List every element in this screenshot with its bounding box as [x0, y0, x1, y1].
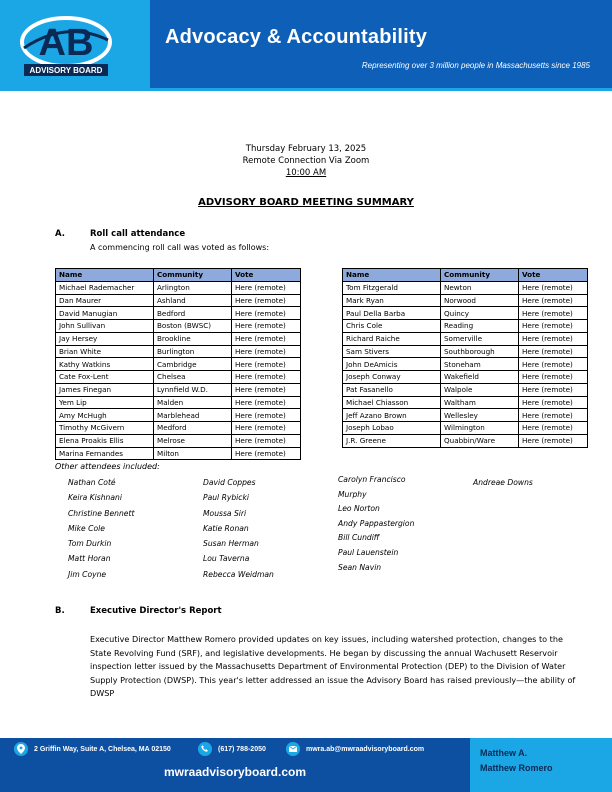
attendee-name: Moussa Siri	[203, 508, 247, 518]
section-a-intro: A commencing roll call was voted as follows:	[90, 243, 270, 252]
header-subtitle: Representing over 3 million people in Massachusetts since 1985	[361, 61, 590, 70]
footer-website-link[interactable]: mwraadvisoryboard.com	[163, 765, 307, 779]
member-vote: Here (remote)	[232, 358, 301, 371]
column-header-community: Community	[441, 269, 519, 282]
member-name: Cate Fox-Lent	[56, 371, 154, 384]
section-a-letter: A.	[55, 229, 65, 239]
logo-caption: ADVISORY BOARD	[29, 66, 103, 75]
attendee-name: Nathan Coté	[68, 478, 116, 487]
table-row	[56, 345, 301, 358]
executive-director-report-text: Executive Director Matthew Romero provided updates on key issues, including watershed protection, changes to the State Revolving Fund (SRF), and legislative developments. He began by discussing the annual Wachusett Reservoir inspection letter issued by the Massachusetts Department of Environmental Protection (DEP) to the Division of Water Supply Protection (DWSP). This year's letter addressed an issue the Advisory Board has raised previously—the ability of DWSP	[90, 634, 576, 699]
footer-phone[interactable]	[198, 742, 266, 756]
meeting-time: 10:00 AM	[285, 168, 327, 178]
member-community: Wellesley	[441, 409, 519, 422]
header-stripe	[0, 88, 612, 91]
attendee-name: Jim Coyne	[68, 569, 107, 579]
email-icon	[286, 742, 300, 756]
member-vote: Here (remote)	[519, 332, 588, 345]
attendee-name: Paul Rybicki	[203, 493, 249, 503]
member-community: Marblehead	[154, 409, 232, 422]
table-row	[56, 358, 301, 371]
member-vote: Here (remote)	[519, 422, 588, 435]
attendee-name: Sean Navin	[338, 562, 382, 572]
member-name: Michael Rademacher	[56, 281, 154, 294]
table-row	[56, 383, 301, 396]
table-row	[56, 371, 301, 384]
attendee-name: Andreae Downs	[473, 478, 533, 487]
header-title: Advocacy & Accountability	[165, 26, 428, 48]
attendees-column-2	[203, 475, 274, 582]
member-community: Stoneham	[441, 358, 519, 371]
table-row	[343, 422, 588, 435]
member-vote: Here (remote)	[519, 320, 588, 333]
member-community: Waltham	[441, 396, 519, 409]
table-row	[56, 294, 301, 307]
attendee-name: Mike Cole	[68, 523, 105, 533]
table-row	[343, 307, 588, 320]
member-community: Wakefield	[441, 371, 519, 384]
member-community: Ashland	[154, 294, 232, 307]
member-community: Quabbin/Ware	[441, 434, 519, 447]
section-a-title: Roll call attendance	[90, 229, 186, 239]
attendee-name: Rebecca Weidman	[203, 569, 274, 579]
member-name: Amy McHugh	[56, 409, 154, 422]
member-vote: Here (remote)	[232, 434, 301, 447]
member-vote: Here (remote)	[232, 294, 301, 307]
member-community: Milton	[154, 447, 232, 460]
attendee-name: Tom Durkin	[68, 539, 112, 549]
table-row	[343, 409, 588, 422]
table-row	[343, 281, 588, 294]
column-header-vote: Vote	[519, 269, 588, 282]
attendees-column-1	[68, 475, 134, 582]
member-name: Tom Fitzgerald	[343, 281, 441, 294]
member-vote: Here (remote)	[519, 371, 588, 384]
table-row	[343, 320, 588, 333]
footer-address	[14, 742, 171, 756]
attendee-name: Andy Pappastergion	[338, 518, 415, 528]
member-community: Melrose	[154, 434, 232, 447]
attendee-name: Lou Taverna	[203, 554, 250, 564]
member-community: Quincy	[441, 307, 519, 320]
column-header-community: Community	[154, 269, 232, 282]
table-row	[343, 358, 588, 371]
member-name: Sam Stivers	[343, 345, 441, 358]
member-name: John Sullivan	[56, 320, 154, 333]
member-community: Reading	[441, 320, 519, 333]
member-community: Malden	[154, 396, 232, 409]
table-row	[56, 434, 301, 447]
member-community: Boston (BWSC)	[154, 320, 232, 333]
attendee-name: Katie Ronan	[203, 523, 249, 533]
attendee-name: David Coppes	[203, 478, 256, 487]
member-name: Marina Fernandes	[56, 447, 154, 460]
member-vote: Here (remote)	[519, 307, 588, 320]
member-vote: Here (remote)	[232, 320, 301, 333]
member-vote: Here (remote)	[232, 383, 301, 396]
member-name: Brian White	[56, 345, 154, 358]
location-pin-icon	[14, 742, 28, 756]
document-title: ADVISORY BOARD MEETING SUMMARY	[198, 197, 414, 208]
member-vote: Here (remote)	[519, 383, 588, 396]
member-vote: Here (remote)	[519, 396, 588, 409]
attendee-name: Keira Kishnani	[68, 493, 122, 503]
member-name: Pat Fasanello	[343, 383, 441, 396]
member-vote: Here (remote)	[519, 358, 588, 371]
meeting-info	[0, 143, 612, 179]
meeting-location: Remote Connection Via Zoom	[242, 156, 370, 166]
footer-email-text: mwra.ab@mwraadvisoryboard.com	[306, 745, 425, 753]
member-community: Norwood	[441, 294, 519, 307]
attendee-name: Murphy	[338, 489, 367, 499]
member-vote: Here (remote)	[232, 281, 301, 294]
attendee-name: Leo Norton	[338, 504, 380, 514]
member-vote: Here (remote)	[232, 409, 301, 422]
member-name: Michael Chiasson	[343, 396, 441, 409]
member-name: John DeAmicis	[343, 358, 441, 371]
attendee-name: Susan Herman	[203, 539, 259, 549]
attendee-name: Christine Bennett	[68, 508, 135, 518]
member-community: Brookline	[154, 332, 232, 345]
section-b-letter: B.	[55, 606, 65, 616]
table-row	[56, 307, 301, 320]
member-vote: Here (remote)	[519, 434, 588, 447]
table-row	[56, 320, 301, 333]
roll-call-table-left	[55, 268, 301, 460]
member-community: Chelsea	[154, 371, 232, 384]
member-community: Bedford	[154, 307, 232, 320]
member-name: Mark Ryan	[343, 294, 441, 307]
column-header-vote: Vote	[232, 269, 301, 282]
member-community: Somerville	[441, 332, 519, 345]
member-vote: Here (remote)	[232, 345, 301, 358]
page-header	[0, 0, 612, 92]
phone-icon	[198, 742, 212, 756]
table-row	[343, 396, 588, 409]
attendees-column-3	[338, 473, 414, 575]
table-row	[343, 434, 588, 447]
column-header-name: Name	[56, 269, 154, 282]
member-name: Yem Lip	[56, 396, 154, 409]
attendee-name: Bill Cundiff	[338, 533, 380, 543]
member-community: Medford	[154, 422, 232, 435]
footer-phone-text: (617) 788-2050	[218, 745, 266, 753]
member-name: Timothy McGivern	[56, 422, 154, 435]
footer-address-text: 2 Griffin Way, Suite A, Chelsea, MA 02150	[34, 745, 171, 753]
member-vote: Here (remote)	[232, 447, 301, 460]
table-row	[343, 383, 588, 396]
attendees-column-4	[473, 475, 533, 490]
member-community: Walpole	[441, 383, 519, 396]
member-community: Arlington	[154, 281, 232, 294]
table-row	[56, 409, 301, 422]
member-community: Wilmington	[441, 422, 519, 435]
member-community: Southborough	[441, 345, 519, 358]
member-vote: Here (remote)	[232, 307, 301, 320]
member-name: Joseph Conway	[343, 371, 441, 384]
member-community: Newton	[441, 281, 519, 294]
member-name: Richard Raiche	[343, 332, 441, 345]
attendee-name: Carolyn Francisco	[338, 475, 406, 484]
member-vote: Here (remote)	[232, 371, 301, 384]
member-vote: Here (remote)	[232, 422, 301, 435]
member-name: J.R. Greene	[343, 434, 441, 447]
column-header-name: Name	[343, 269, 441, 282]
table-row	[343, 332, 588, 345]
member-name: David Manugian	[56, 307, 154, 320]
other-attendees-label: Other attendees included:	[55, 462, 160, 471]
member-vote: Here (remote)	[232, 396, 301, 409]
member-name: Jay Hersey	[56, 332, 154, 345]
table-row	[343, 294, 588, 307]
table-row	[56, 332, 301, 345]
member-vote: Here (remote)	[519, 294, 588, 307]
attendee-name: Paul Lauenstein	[338, 547, 399, 557]
table-row	[343, 371, 588, 384]
logo-text: AB	[38, 22, 94, 64]
footer-email[interactable]	[286, 742, 424, 756]
table-row	[56, 422, 301, 435]
member-vote: Here (remote)	[519, 345, 588, 358]
table-row	[56, 281, 301, 294]
meeting-date: Thursday February 13, 2025	[245, 144, 367, 154]
member-name: James Finegan	[56, 383, 154, 396]
member-vote: Here (remote)	[519, 281, 588, 294]
advisory-board-logo	[16, 10, 116, 80]
section-b-title: Executive Director's Report	[90, 606, 222, 616]
footer-signature	[480, 746, 553, 776]
member-name: Jeff Azano Brown	[343, 409, 441, 422]
member-name: Chris Cole	[343, 320, 441, 333]
member-vote: Here (remote)	[519, 409, 588, 422]
signature-line-1: Matthew A.	[480, 748, 528, 758]
member-vote: Here (remote)	[232, 332, 301, 345]
member-name: Elena Proakis Ellis	[56, 434, 154, 447]
member-name: Paul Della Barba	[343, 307, 441, 320]
member-name: Joseph Lobao	[343, 422, 441, 435]
member-community: Burlington	[154, 345, 232, 358]
table-row	[56, 447, 301, 460]
attendee-name: Matt Horan	[68, 554, 111, 564]
table-row	[56, 396, 301, 409]
signature-line-2: Matthew Romero	[480, 763, 553, 773]
table-row	[343, 345, 588, 358]
member-name: Kathy Watkins	[56, 358, 154, 371]
member-name: Dan Maurer	[56, 294, 154, 307]
member-community: Cambridge	[154, 358, 232, 371]
roll-call-table-right	[342, 268, 588, 448]
member-community: Lynnfield W.D.	[154, 383, 232, 396]
